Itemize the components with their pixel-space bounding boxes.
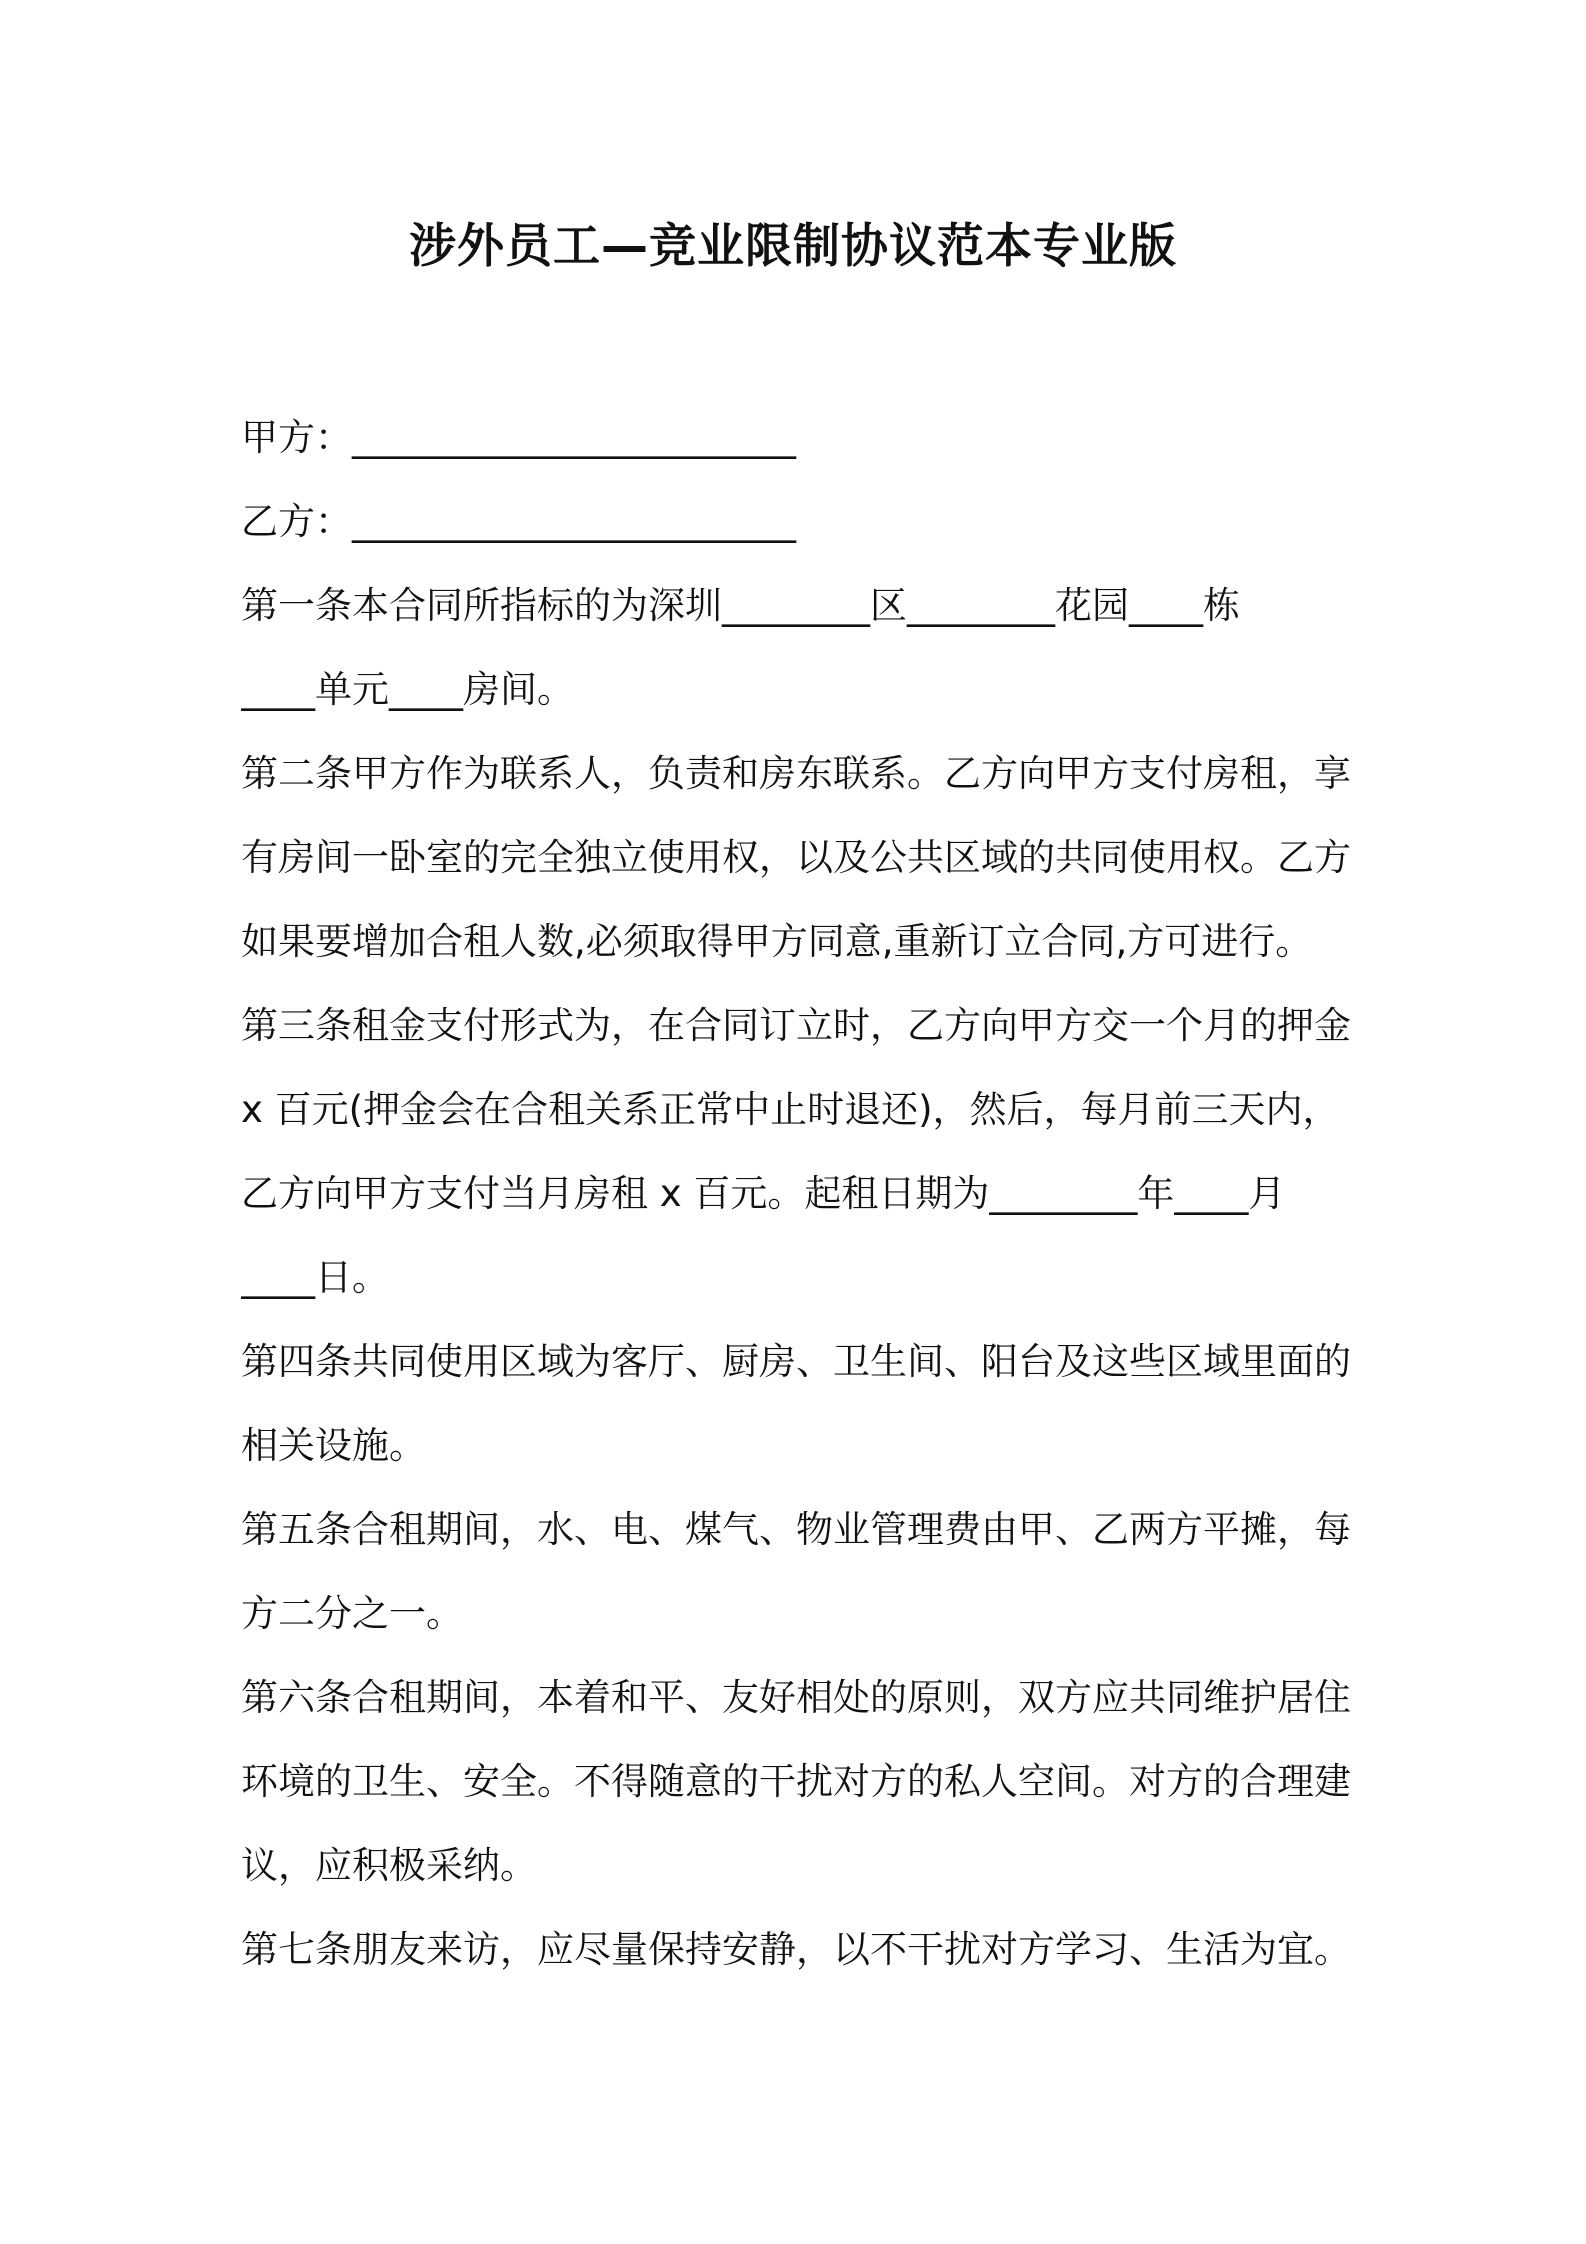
article-3-line-2: x 百元(押金会在合租关系正常中止时退还)，然后，每月前三天内，	[241, 1088, 1340, 1131]
article-2-line-1: 第二条甲方作为联系人，负责和房东联系。乙方向甲方支付房租，享	[241, 752, 1351, 795]
article-3-line-4: ____日。	[241, 1256, 389, 1299]
party-b-line: 乙方：________________________	[241, 500, 796, 543]
article-7-line-1: 第七条朋友来访，应尽量保持安静，以不干扰对方学习、生活为宜。	[241, 1928, 1351, 1971]
article-4-line-1: 第四条共同使用区域为客厅、厨房、卫生间、阳台及这些区域里面的	[241, 1340, 1351, 1383]
article-4-line-2: 相关设施。	[241, 1424, 426, 1467]
article-3-line-3: 乙方向甲方支付当月房租 x 百元。起租日期为________年____月	[241, 1172, 1286, 1215]
party-a-line: 甲方：________________________	[241, 416, 796, 459]
article-6-line-1: 第六条合租期间，本着和平、友好相处的原则，双方应共同维护居住	[241, 1676, 1351, 1719]
article-6-line-3: 议，应积极采纳。	[241, 1844, 537, 1887]
article-1-line-2: ____单元____房间。	[241, 668, 574, 711]
article-6-line-2: 环境的卫生、安全。不得随意的干扰对方的私人空间。对方的合理建	[241, 1760, 1351, 1803]
document-title: 涉外员工—竞业限制协议范本专业版	[409, 219, 1177, 274]
article-5-line-2: 方二分之一。	[241, 1592, 463, 1635]
article-2-line-3: 如果要增加合租人数,必须取得甲方同意,重新订立合同,方可进行。	[241, 920, 1313, 963]
article-2-line-2: 有房间一卧室的完全独立使用权，以及公共区域的共同使用权。乙方	[241, 836, 1351, 879]
article-5-line-1: 第五条合租期间，水、电、煤气、物业管理费由甲、乙两方平摊，每	[241, 1508, 1351, 1551]
article-3-line-1: 第三条租金支付形式为，在合同订立时，乙方向甲方交一个月的押金	[241, 1004, 1351, 1047]
document-body	[241, 396, 1356, 1992]
article-1-line-1: 第一条本合同所指标的为深圳________区________花园____栋	[241, 584, 1240, 627]
